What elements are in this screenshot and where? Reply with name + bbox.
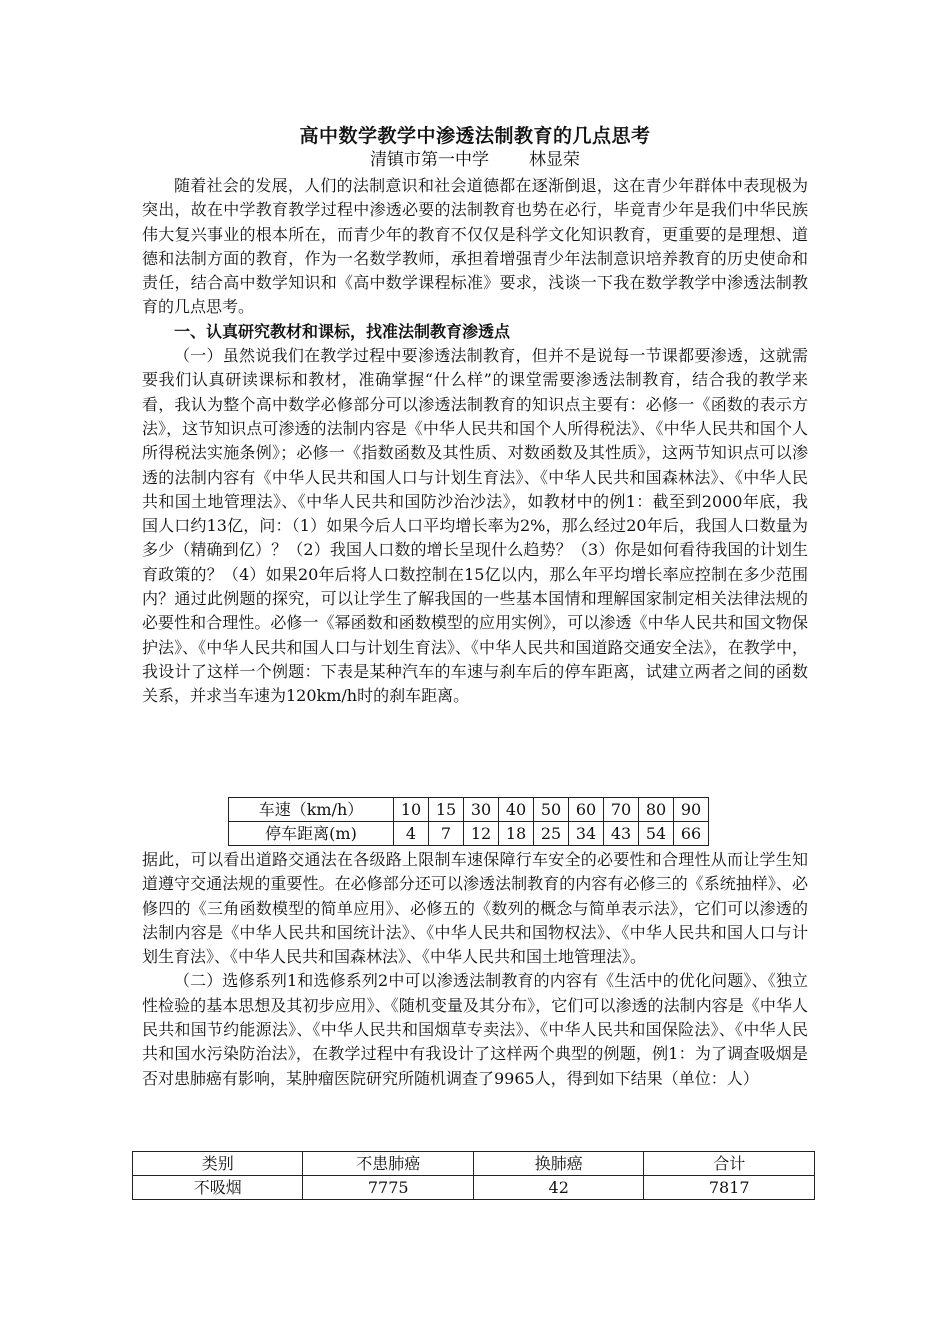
table-cell: 40 — [499, 798, 534, 822]
paragraph-1: （一）虽然说我们在教学过程中要渗透法制教育，但并不是说每一节课都要渗透，这就需要我们认真研读课标和教材，准确掌握“什么样”的课堂需要渗透法制教育，结合我的教学来看，我认为整个高中数学必修部分可以渗透法制教育的知识点主要有：必修一《函数的表示方法》，这节知识点可渗透的法制内容是《中华人民共和国个人所得税法》、《中华人民共和国个人所得税法实施条例》；必修一《指数函数及其性质、对数函数及其性质》，这两节知识点可以渗透的法制内容有《中华人民共和国人口与计划生育法》、《中华人民共和国森林法》、《中华人民共和国土地管理法》、《中华人民共和国防沙治沙法》，如教材中的例1：截至到2000年底，我国人口约13亿，问：（1）如果今后人口平均增长率为2%，那么经过20年后，我国人口数量为多少（精确到亿）？（2）我国人口数的增长呈现什么趋势？（3）你是如何看待我国的计划生育政策的？（4）如果20年后将人口数控制在15亿以内，那么年平均增长率应控制在多少范围内？通过此例题的探究，可以让学生了解我国的一些基本国情和理解国家制定相关法律法规的必要性和合理性。必修一《幂函数和函数模型的应用实例》，可以渗透《中华人民共和国文物保护法》、《中华人民共和国人口与计划生育法》、《中华人民共和国道路交通安全法》，在教学中，我设计了这样一个例题：下表是某种汽车的车速与刹车后的停车距离，试建立两者之间的函数关系，并求当车速为120km/h时的刹车距离。 — [142, 346, 808, 706]
table-header-cell: 不患肺癌 — [303, 1152, 474, 1176]
body-text-top — [142, 174, 808, 709]
author-school: 清镇市第一中学 — [370, 150, 489, 170]
smoking-table — [132, 1151, 815, 1200]
speed-distance-table — [228, 797, 709, 846]
table-cell: 50 — [534, 798, 569, 822]
table-cell: 不吸烟 — [133, 1176, 303, 1200]
table-row — [229, 798, 709, 822]
table-cell: 42 — [473, 1176, 643, 1200]
paragraph-3: （二）选修系列1和选修系列2中可以渗透法制教育的内容有《生活中的优化问题》、《独立性检验的基本思想及其初步应用》、《随机变量及其分布》，它们可以渗透的法制内容是《中华人民共和国节约能源法》、《中华人民共和国烟草专卖法》、《中华人民共和国保险法》、《中华人民共和国水污染防治法》，在教学过程中有我设计了这样两个典型的例题，例1：为了调查吸烟是否对患肺癌有影响，某肿瘤医院研究所随机调查了9965人，得到如下结果（单位：人） — [142, 971, 808, 1088]
table-cell: 4 — [394, 822, 429, 846]
author-name: 林显荣 — [529, 150, 580, 170]
table-cell: 7775 — [303, 1176, 474, 1200]
table-cell: 12 — [464, 822, 499, 846]
table-cell: 25 — [534, 822, 569, 846]
table-row — [133, 1176, 815, 1200]
table-cell: 7 — [429, 822, 464, 846]
table-header-cell: 类别 — [133, 1152, 303, 1176]
table-cell: 70 — [604, 798, 639, 822]
body-text-bottom — [142, 848, 808, 1091]
table-cell: 30 — [464, 798, 499, 822]
intro-paragraph: 随着社会的发展，人们的法制意识和社会道德都在逐渐倒退，这在青少年群体中表现极为突出，故在中学教育教学过程中渗透必要的法制教育也势在必行，毕竟青少年是我们中华民族伟大复兴事业的根本所在，而青少年的教育不仅仅是科学文化知识教育，更重要的是理想、道德和法制方面的教育，作为一名数学教师，承担着增强青少年法制意识培养教育的历史使命和责任，结合高中数学知识和《高中数学课程标准》要求，浅谈一下我在数学教学中渗透法制教育的几点思考。 — [142, 176, 808, 317]
author-line — [0, 148, 950, 172]
table-cell: 90 — [674, 798, 709, 822]
paragraph-2: 据此，可以看出道路交通法在各级路上限制车速保障行车安全的必要性和合理性从而让学生知道遵守交通法规的重要性。在必修部分还可以渗透法制教育的内容有必修三的《系统抽样》、必修四的《三角函数模型的简单应用》、必修五的《数列的概念与简单表示法》，它们可以渗透的法制内容是《中华人民共和国统计法》、《中华人民共和国物权法》、《中华人民共和国人口与计划生育法》、《中华人民共和国森林法》、《中华人民共和国土地管理法》。 — [142, 850, 808, 967]
document-title: 高中数学教学中渗透法制教育的几点思考 — [299, 125, 651, 147]
table-cell: 34 — [569, 822, 604, 846]
table-cell: 66 — [674, 822, 709, 846]
section-1-heading: 一、认真研究教材和课标，找准法制教育渗透点 — [174, 321, 511, 341]
table-cell: 43 — [604, 822, 639, 846]
table-header-cell: 换肺癌 — [473, 1152, 643, 1176]
table-cell: 60 — [569, 798, 604, 822]
table-cell: 54 — [639, 822, 674, 846]
table-cell: 15 — [429, 798, 464, 822]
table-cell: 车速（km/h） — [229, 798, 394, 822]
table-cell: 7817 — [644, 1176, 815, 1200]
table-cell: 80 — [639, 798, 674, 822]
table-cell: 18 — [499, 822, 534, 846]
table-cell: 10 — [394, 798, 429, 822]
table-cell: 停车距离(m) — [229, 822, 394, 846]
table-row — [229, 822, 709, 846]
table-header-row — [133, 1152, 815, 1176]
table-header-cell: 合计 — [644, 1152, 815, 1176]
